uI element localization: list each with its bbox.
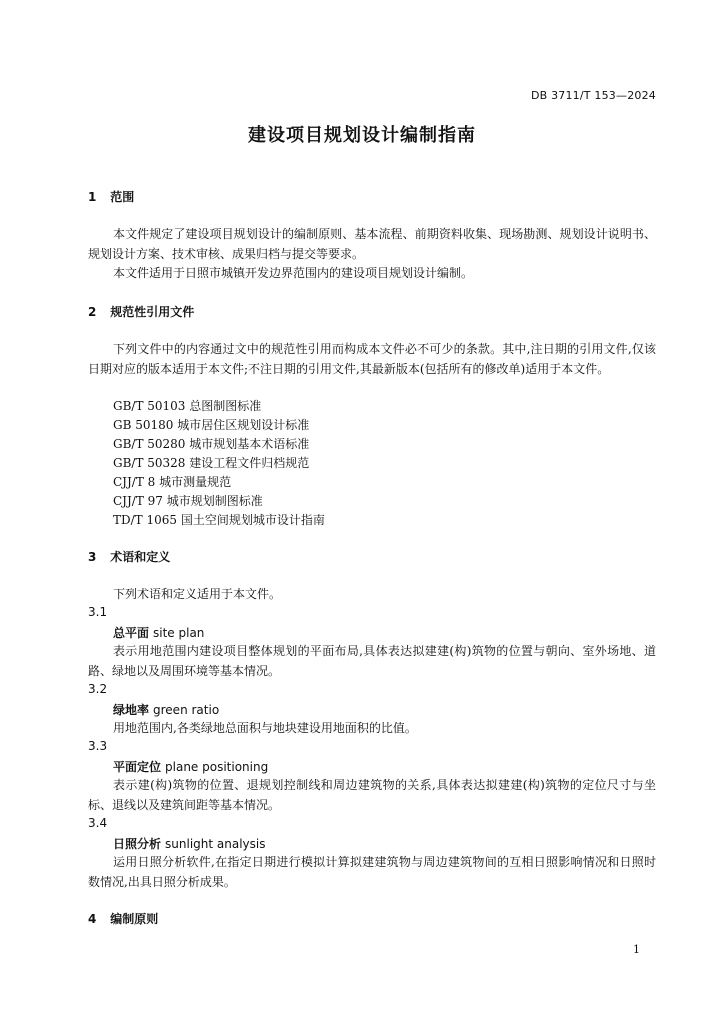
section-title: 术语和定义	[110, 550, 171, 564]
term-heading	[113, 835, 265, 852]
section-number: 2	[88, 305, 97, 319]
term-heading	[113, 624, 204, 641]
paragraph: 下列文件中的内容通过文中的规范性引用而构成本文件必不可少的条款。其中,注日期的引用文件,仅该日期对应的版本适用于本文件;不注日期的引用文件,其最新版本(包括所有的修改单)适用于本文件。	[88, 342, 656, 376]
section-title: 范围	[110, 190, 135, 204]
section-heading-4	[88, 910, 158, 927]
paragraph: 下列术语和定义适用于本文件。	[113, 587, 282, 601]
section-number: 4	[88, 912, 97, 926]
term-definition: 运用日照分析软件,在指定日期进行模拟计算拟建建筑物与周边建筑物间的互相日照影响情况和日照时数情况,出具日照分析成果。	[88, 855, 656, 889]
term-definition: 表示用地范围内建设项目整体规划的平面布局,具体表达拟建建(构)筑物的位置与朝向、室外场地、道路、绿地以及周围环境等基本情况。	[88, 644, 656, 678]
paragraph: 本文件适用于日照市城镇开发边界范围内的建设项目规划设计编制。	[113, 266, 474, 280]
term-cn: 平面定位	[113, 760, 162, 774]
clause-number: 3.4	[88, 816, 108, 830]
document-title: 建设项目规划设计编制指南	[248, 125, 476, 146]
clause-number: 3.2	[88, 682, 108, 696]
reference-item: GB/T 50280 城市规划基本术语标准	[113, 437, 310, 451]
reference-item: CJJ/T 8 城市测量规范	[113, 475, 232, 489]
term-en: green ratio	[153, 703, 220, 717]
section-number: 1	[88, 190, 97, 204]
section-title: 规范性引用文件	[110, 305, 195, 319]
term-heading	[113, 701, 219, 718]
clause-number: 3.3	[88, 739, 108, 753]
section-heading-1	[88, 188, 134, 205]
term-en: plane positioning	[165, 760, 269, 774]
reference-item: CJJ/T 97 城市规划制图标准	[113, 494, 263, 508]
term-cn: 绿地率	[113, 703, 150, 717]
section-number: 3	[88, 550, 97, 564]
page-number: 1	[633, 943, 640, 956]
reference-item: GB 50180 城市居住区规划设计标准	[113, 418, 310, 432]
section-title: 编制原则	[110, 912, 159, 926]
term-definition: 表示建(构)筑物的位置、退规划控制线和周边建筑物的关系,具体表达拟建建(构)筑物的定位尺寸与坐标、退线以及建筑间距等基本情况。	[88, 778, 656, 812]
standard-code: DB 3711/T 153—2024	[530, 89, 656, 102]
term-en: sunlight analysis	[165, 837, 266, 851]
term-en: site plan	[153, 626, 205, 640]
reference-item: GB/T 50103 总图制图标准	[113, 399, 262, 413]
term-definition: 用地范围内,各类绿地总面积与地块建设用地面积的比值。	[113, 721, 417, 735]
section-heading-2	[88, 303, 194, 320]
clause-number: 3.1	[88, 605, 108, 619]
term-heading	[113, 758, 268, 775]
paragraph: 本文件规定了建设项目规划设计的编制原则、基本流程、前期资料收集、现场勘测、规划设计说明书、规划设计方案、技术审核、成果归档与提交等要求。	[88, 227, 656, 261]
term-cn: 日照分析	[113, 837, 162, 851]
reference-item: TD/T 1065 国土空间规划城市设计指南	[113, 513, 325, 527]
section-heading-3	[88, 548, 170, 565]
term-cn: 总平面	[113, 626, 150, 640]
reference-item: GB/T 50328 建设工程文件归档规范	[113, 456, 310, 470]
